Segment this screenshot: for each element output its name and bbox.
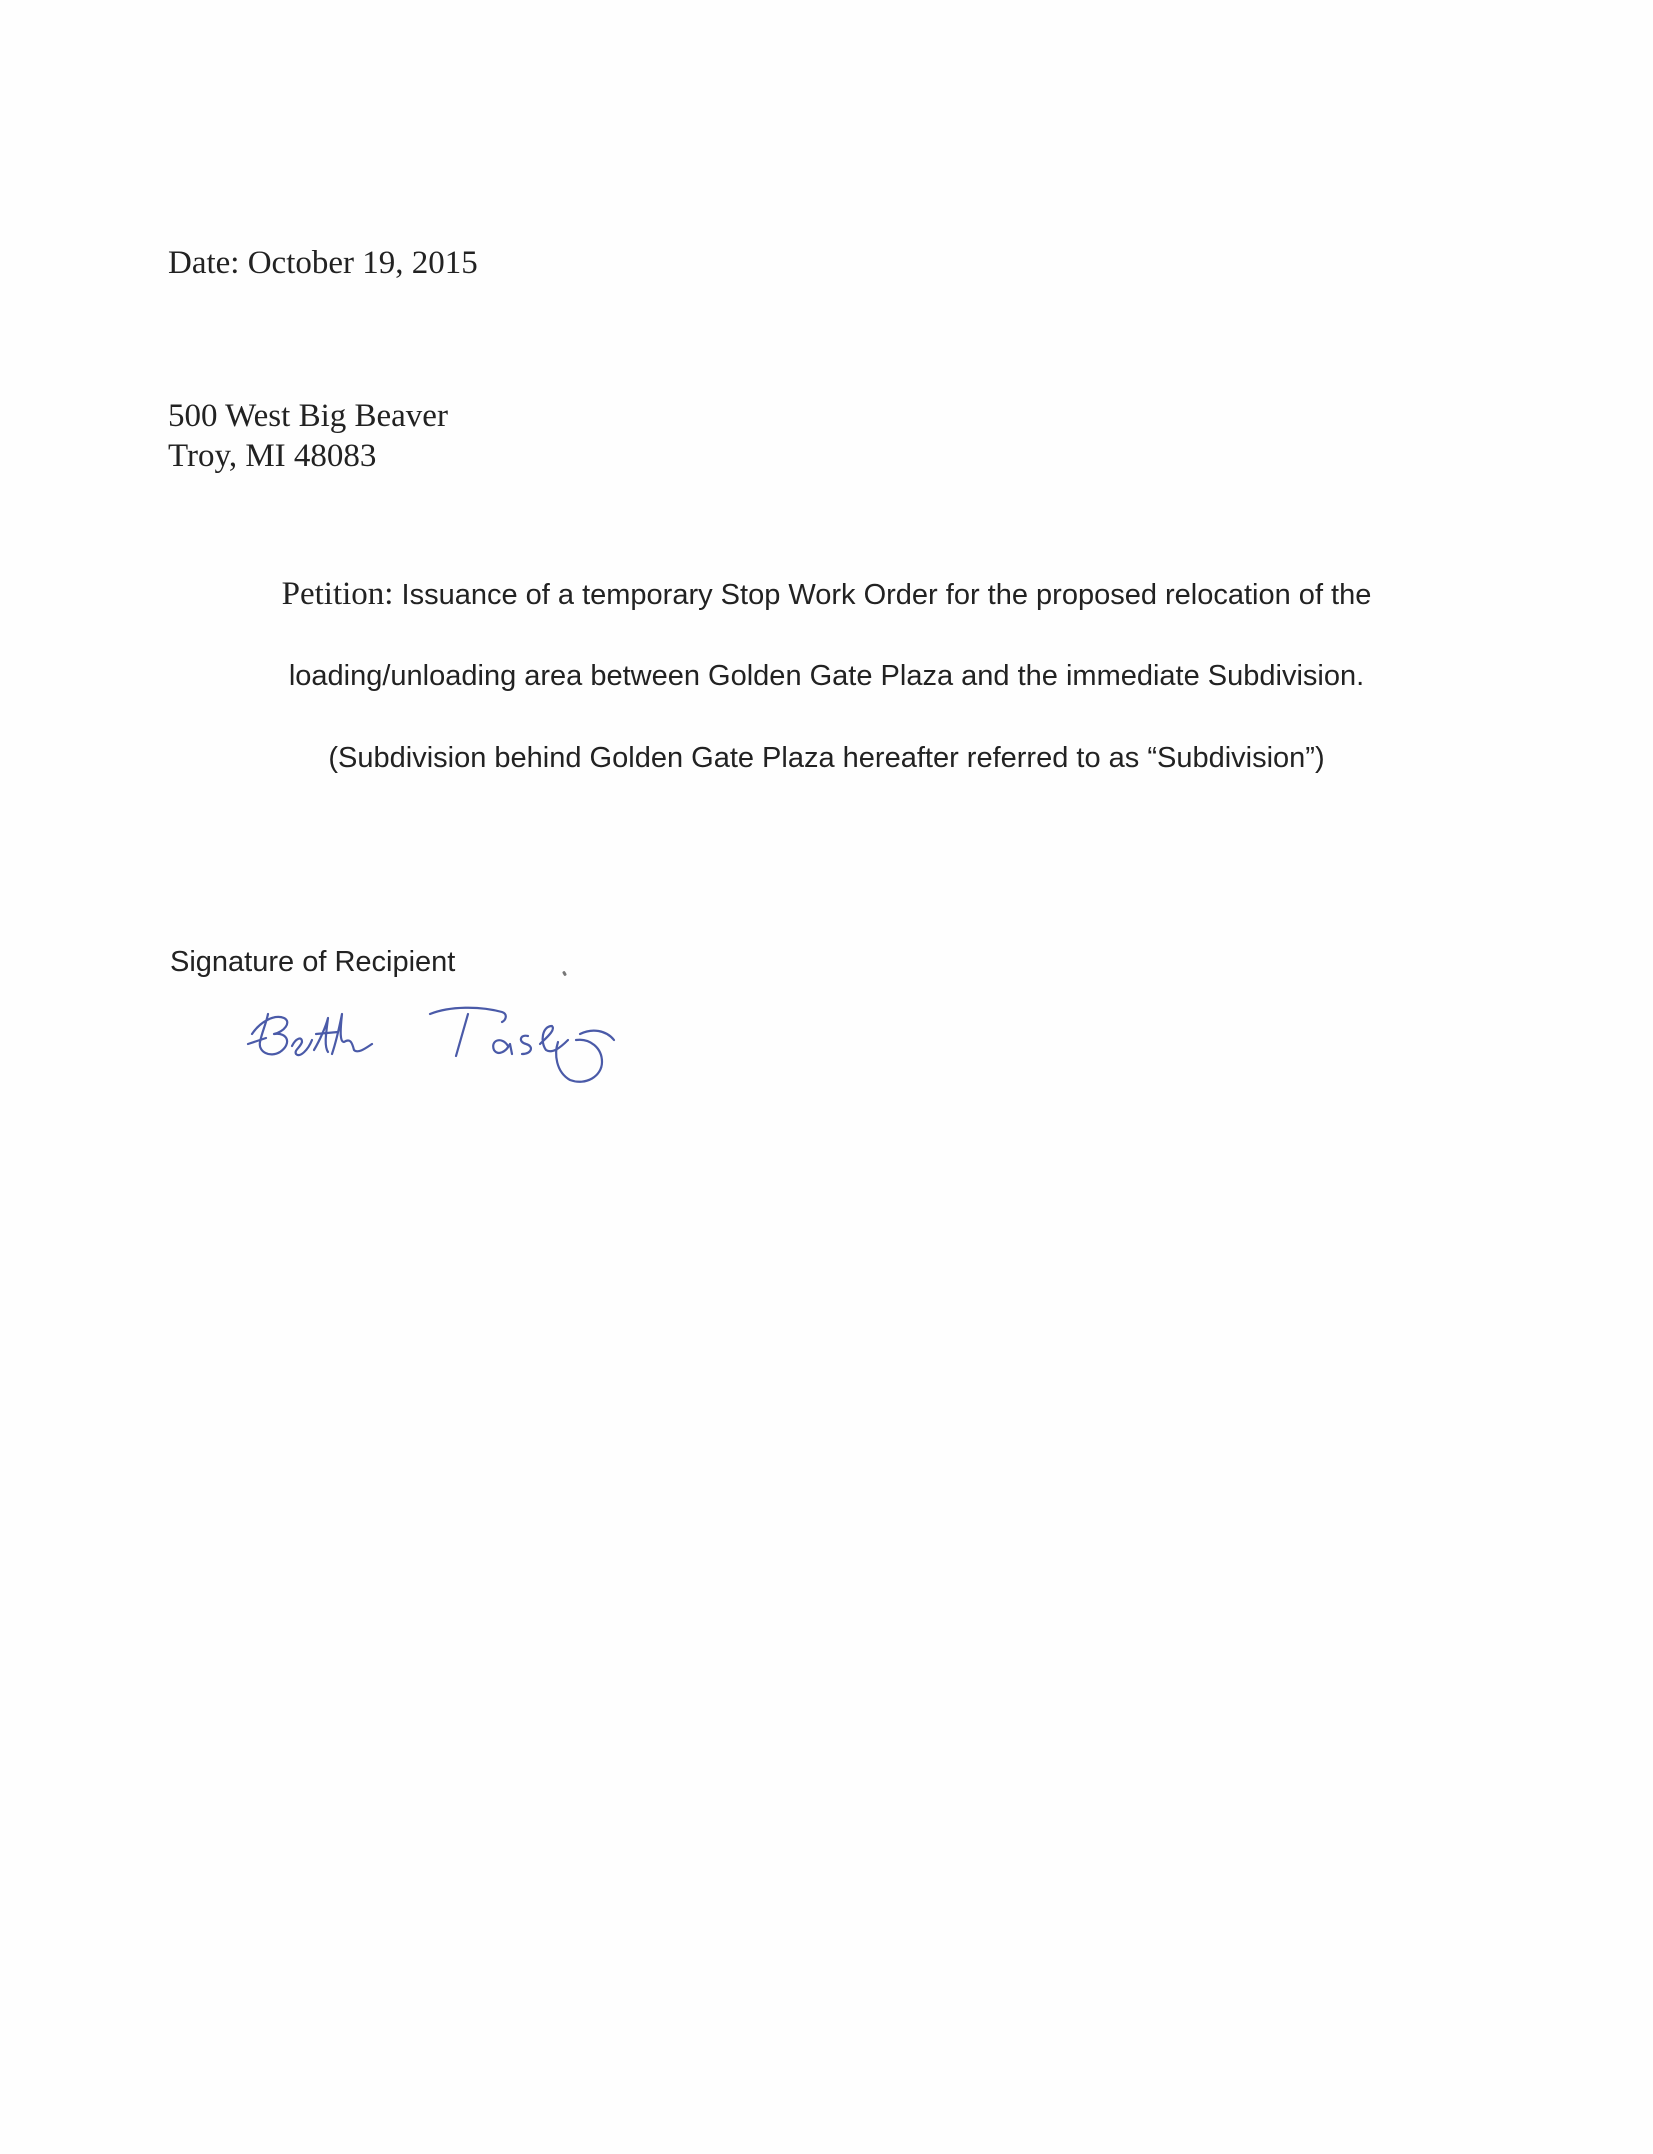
petition-label: Petition:: [281, 576, 394, 612]
signature-label: Signature of Recipient: [170, 946, 456, 978]
scan-speck: [562, 971, 567, 977]
petition-line-2: loading/unloading area between Golden Gate Plaza and the immediate Subdivision.: [288, 660, 1365, 692]
recipient-address: [168, 396, 448, 476]
petition-line-1: [0, 576, 1653, 613]
handwritten-signature: [240, 984, 620, 1094]
document-date: Date: October 19, 2015: [168, 245, 478, 281]
petition-text-1: Issuance of a temporary Stop Work Order for the proposed relocation of the: [393, 579, 1372, 611]
address-line-2: Troy, MI 48083: [168, 438, 377, 474]
address-line-1: 500 West Big Beaver: [168, 398, 448, 434]
petition-line-3: (Subdivision behind Golden Gate Plaza hereafter referred to as “Subdivision”): [328, 742, 1325, 774]
